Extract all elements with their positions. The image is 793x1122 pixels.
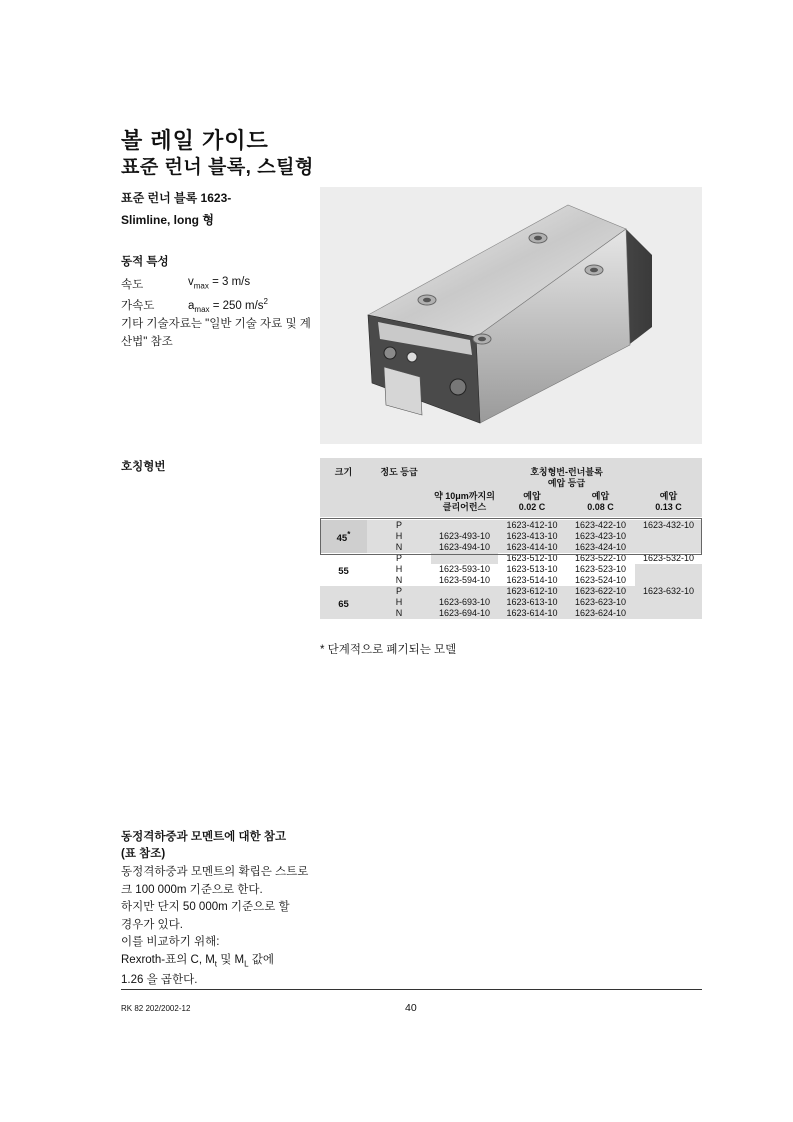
p2-cell: 1623-623-10 <box>566 597 635 608</box>
p3-cell: 1623-532-10 <box>635 553 702 564</box>
p3-cell <box>635 542 702 553</box>
table-row <box>320 520 702 531</box>
grade-cell: H <box>367 531 431 542</box>
p2-cell: 1623-422-10 <box>566 520 635 531</box>
clearance-cell <box>431 553 498 564</box>
clearance-cell <box>431 586 498 597</box>
p2-cell: 1623-522-10 <box>566 553 635 564</box>
clearance-cell: 1623-694-10 <box>431 608 498 619</box>
clearance-cell: 1623-494-10 <box>431 542 498 553</box>
accel-label: 가속도 <box>121 300 155 312</box>
p1-cell: 1623-412-10 <box>498 520 566 531</box>
table-row <box>320 531 702 542</box>
part-numbers-heading: 호칭형번 <box>121 461 166 473</box>
load-note-heading: 동정격하중과 모멘트에 대한 참고 <box>121 831 287 843</box>
accel-value: $a_{max} = 250$ $m/s^2$ <box>188 297 268 315</box>
clearance-cell: 1623-693-10 <box>431 597 498 608</box>
p3-cell <box>635 608 702 619</box>
p2-cell: 1623-622-10 <box>566 586 635 597</box>
load-note-body: 동정격하중과 모멘트의 확립은 스트로 크 100 000m 기준으로 한다. 하지만 단지 50 000m 기준으로 할 경우가 있다. 이를 비교하기 위해: Rexroth-표의 C, $M_t$ 및 $M_L$ 값에 1.26 을 곱한다. <box>121 866 309 987</box>
table-row <box>320 575 702 586</box>
document-id: RK 82 202/2002-12 <box>121 1004 191 1013</box>
p1-cell: 1623-413-10 <box>498 531 566 542</box>
table-row <box>320 564 702 575</box>
p3-cell <box>635 564 702 575</box>
page-subtitle: 표준 런너 블록, 스틸형 <box>121 157 314 178</box>
size-cell: 55 <box>320 553 367 586</box>
grade-cell: N <box>367 542 431 553</box>
clearance-cell: 1623-594-10 <box>431 575 498 586</box>
product-line: 표준 런너 블록 1623- <box>121 191 232 205</box>
p3-cell <box>635 531 702 542</box>
clearance-cell <box>431 520 498 531</box>
footer-divider <box>121 989 702 990</box>
page-title: 볼 레일 가이드 <box>121 128 269 153</box>
runner-block-illustration <box>320 187 702 444</box>
load-note-subheading: (표 참조) <box>121 848 166 860</box>
table-row <box>320 608 702 619</box>
p1-cell: 1623-614-10 <box>498 608 566 619</box>
p1-cell: 1623-613-10 <box>498 597 566 608</box>
clearance-cell: 1623-493-10 <box>431 531 498 542</box>
col-preload-3: 예압 0.13 C <box>635 489 702 517</box>
col-preload-1: 예압 0.02 C <box>498 489 566 517</box>
size-cell: 45* <box>320 520 367 553</box>
table-row <box>320 597 702 608</box>
col-group-header: 호칭형번-런너블록 예압 등급 <box>431 458 702 489</box>
p1-cell: 1623-414-10 <box>498 542 566 553</box>
p2-cell: 1623-424-10 <box>566 542 635 553</box>
col-size: 크기 <box>320 458 367 517</box>
dynamics-note: 기타 기술자료는 "일반 기술 자료 및 계산법" 참조 <box>121 318 311 348</box>
grade-cell: N <box>367 608 431 619</box>
table-row <box>320 586 702 597</box>
p2-cell: 1623-523-10 <box>566 564 635 575</box>
product-variant: Slimline, long 형 <box>121 213 214 227</box>
col-accuracy: 정도 등급 <box>367 458 431 517</box>
p1-cell: 1623-612-10 <box>498 586 566 597</box>
grade-cell: P <box>367 520 431 531</box>
table-footnote: * 단계적으로 폐기되는 모델 <box>320 644 457 656</box>
grade-cell: P <box>367 553 431 564</box>
dynamics-heading: 동적 특성 <box>121 256 169 268</box>
p2-cell: 1623-624-10 <box>566 608 635 619</box>
part-number-table <box>320 458 702 619</box>
p3-cell: 1623-432-10 <box>635 520 702 531</box>
grade-cell: H <box>367 597 431 608</box>
p1-cell: 1623-512-10 <box>498 553 566 564</box>
runner-block-image <box>320 187 702 444</box>
table-row <box>320 553 702 564</box>
col-clearance: 약 10μm까지의 클리어런스 <box>431 489 498 517</box>
p3-cell: 1623-632-10 <box>635 586 702 597</box>
size-cell: 65 <box>320 586 367 619</box>
p1-cell: 1623-513-10 <box>498 564 566 575</box>
p2-cell: 1623-423-10 <box>566 531 635 542</box>
grade-cell: P <box>367 586 431 597</box>
grade-cell: N <box>367 575 431 586</box>
p1-cell: 1623-514-10 <box>498 575 566 586</box>
speed-value: $v_{max} = 3$ m/s <box>188 276 251 291</box>
page-number: 40 <box>405 1002 417 1014</box>
p2-cell: 1623-524-10 <box>566 575 635 586</box>
speed-label: 속도 <box>121 279 144 291</box>
col-preload-2: 예압 0.08 C <box>566 489 635 517</box>
clearance-cell: 1623-593-10 <box>431 564 498 575</box>
table-row <box>320 542 702 553</box>
p3-cell <box>635 597 702 608</box>
grade-cell: H <box>367 564 431 575</box>
p3-cell <box>635 575 702 586</box>
